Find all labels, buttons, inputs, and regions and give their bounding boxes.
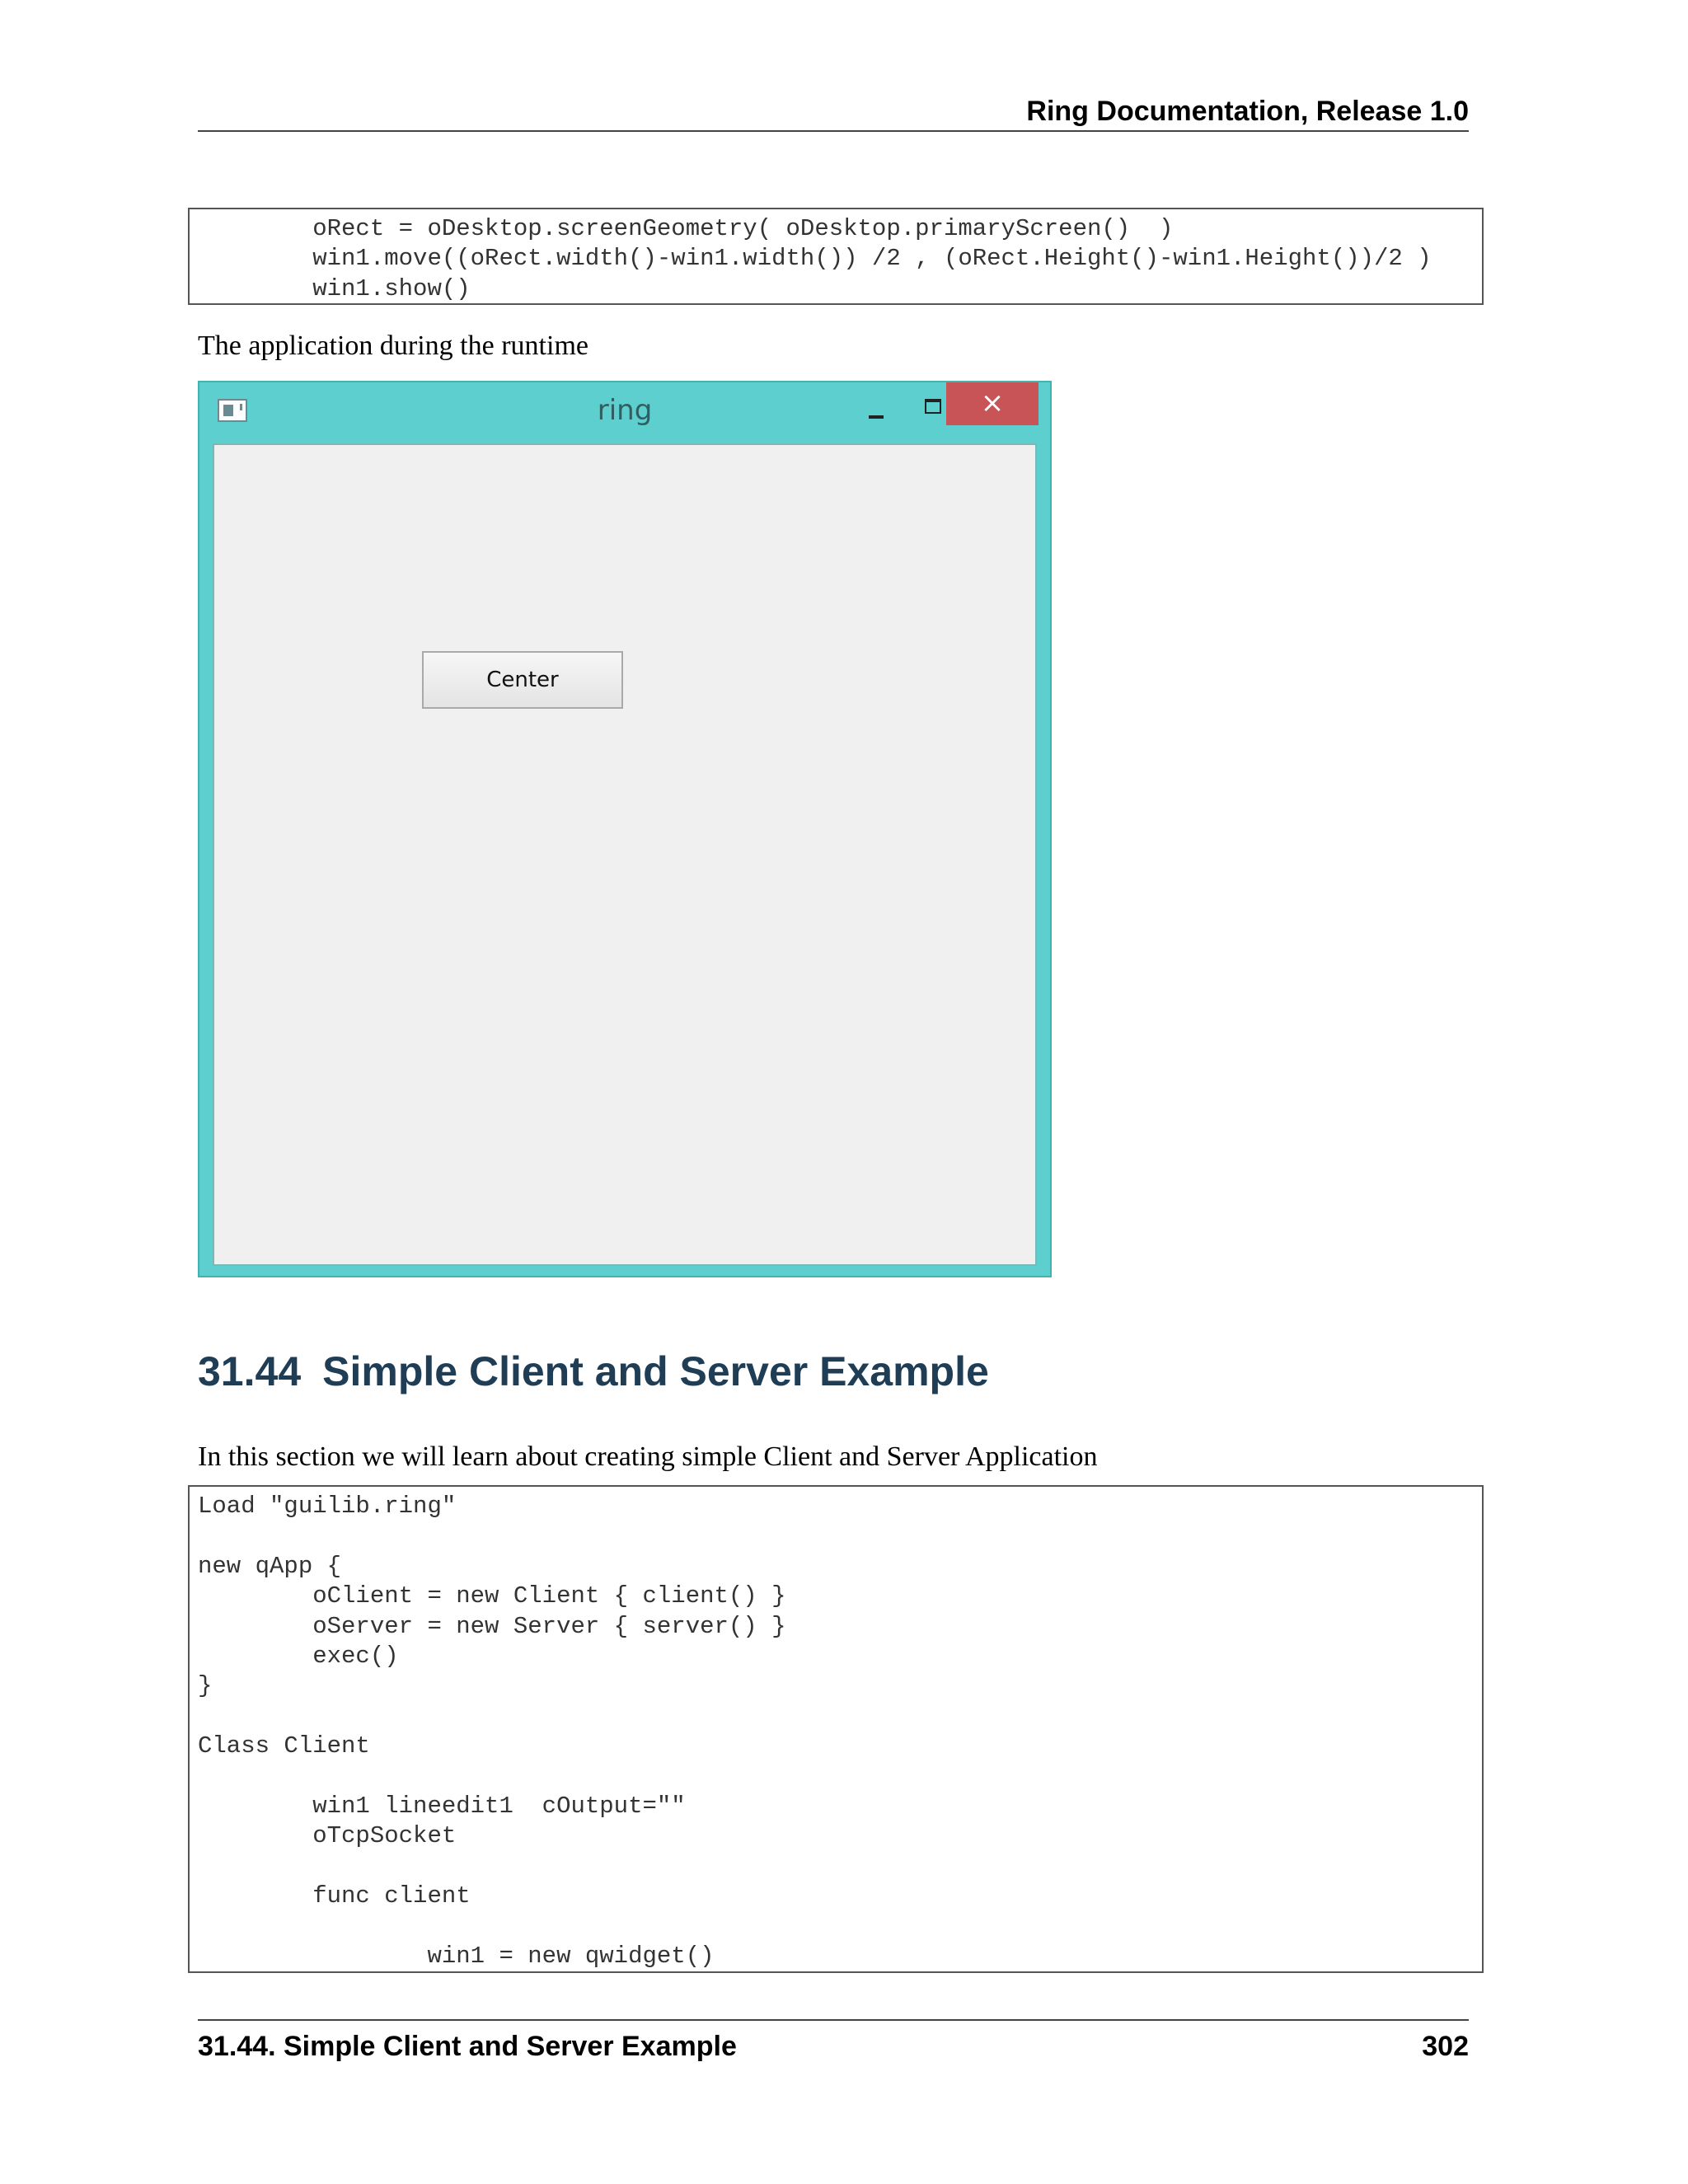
code-block-top: [188, 208, 1484, 305]
app-window-screenshot: [198, 381, 1052, 1277]
code-line: [198, 1702, 1474, 1732]
code-block-bottom: [188, 1485, 1484, 1973]
code-line: oRect = oDesktop.screenGeometry( oDesktop.primaryScreen() ): [198, 215, 1174, 242]
code-line: Load "guilib.ring": [198, 1493, 457, 1520]
section-intro: In this section we will learn about creating simple Client and Server Application: [198, 1441, 1098, 1472]
code-line: win1 = new qwidget(): [198, 1943, 715, 1971]
footer-page-number: 302: [1422, 2031, 1469, 2062]
code-line: win1.show(): [198, 274, 471, 302]
minimize-icon[interactable]: [851, 391, 900, 424]
code-line: new qApp {: [198, 1552, 342, 1580]
page-footer: [198, 2019, 1469, 2065]
code-line: oTcpSocket: [198, 1822, 457, 1850]
code-line: win1 lineedit1 cOutput="": [198, 1793, 686, 1821]
section-title: Simple Client and Server Example: [322, 1348, 989, 1394]
page-header: [198, 92, 1469, 132]
code-line: [198, 1852, 1474, 1882]
window-client-area: [213, 443, 1037, 1266]
runtime-caption: The application during the runtime: [198, 330, 588, 361]
code-line: func client: [198, 1882, 471, 1910]
code-line: oClient = new Client { client() }: [198, 1582, 786, 1610]
code-line: [198, 1521, 1474, 1551]
code-line: [198, 1912, 1474, 1942]
code-line: [198, 1762, 1474, 1792]
code-line: Class Client: [198, 1732, 370, 1760]
code-line: oServer = new Server { server() }: [198, 1612, 786, 1640]
header-title: Ring Documentation, Release 1.0: [1026, 96, 1469, 127]
code-line: win1.move((oRect.width()-win1.width()) /2 , (oRect.Height()-win1.Height())/2 ): [198, 245, 1432, 273]
code-line: exec(): [198, 1643, 399, 1671]
section-heading: [198, 1347, 989, 1396]
center-button[interactable]: Center: [422, 651, 623, 709]
footer-section-label: 31.44. Simple Client and Server Example: [198, 2031, 737, 2062]
close-icon[interactable]: ×: [946, 382, 1039, 425]
window-title: ring: [597, 394, 653, 427]
section-number: 31.44: [198, 1348, 302, 1394]
code-line: }: [198, 1672, 213, 1700]
